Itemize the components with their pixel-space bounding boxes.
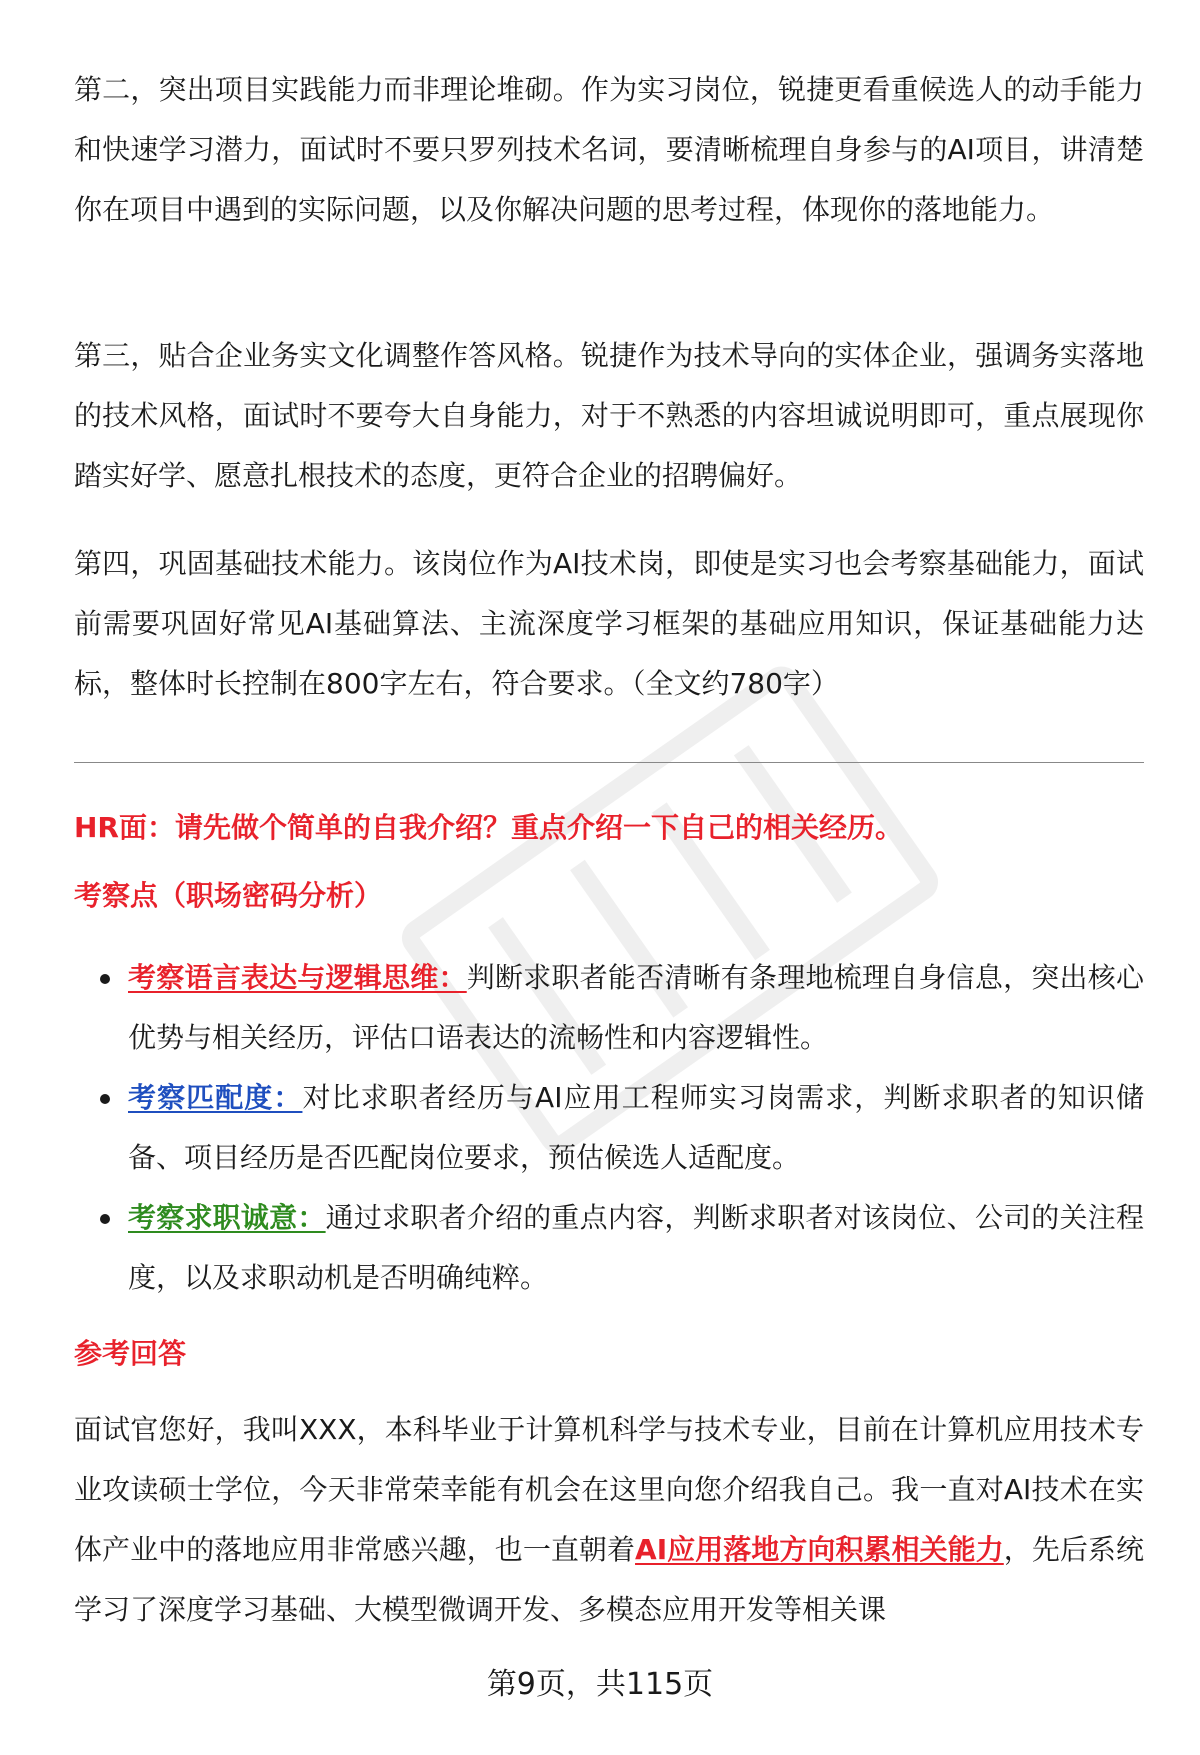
bullet-text: 通过求职者介绍的重点内容，判断求职者对该岗位、公司的关注程度，以及求职动机是否明确纯粹。 <box>128 1201 1144 1294</box>
reference-answer-text <box>74 1400 1144 1640</box>
list-item <box>74 1068 1144 1188</box>
hr-question-heading: HR面：请先做个简单的自我介绍？重点介绍一下自己的相关经历。 <box>74 811 903 844</box>
paragraph-third: 第三，贴合企业务实文化调整作答风格。锐捷作为技术导向的实体企业，强调务实落地的技术风格，面试时不要夸大自身能力，对于不熟悉的内容坦诚说明即可，重点展现你踏实好学、愿意扎根技术的态度，更符合企业的招聘偏好。 <box>74 339 1144 492</box>
answer-text-after: ，先后系统学习了深度学习基础、大模型微调开发、多模态应用开发等相关课 <box>74 1533 1144 1626</box>
section-divider <box>74 762 1144 763</box>
bullet-keyword: 考察求职诚意： <box>128 1201 326 1234</box>
bullet-keyword: 考察匹配度： <box>128 1081 303 1114</box>
bullet-keyword: 考察语言表达与逻辑思维： <box>128 961 467 994</box>
exam-points-heading: 考察点（职场密码分析） <box>74 879 383 912</box>
bullet-dot-icon <box>100 1094 110 1104</box>
answer-highlight: AI应用落地方向积累相关能力 <box>635 1533 1004 1566</box>
bullet-dot-icon <box>100 974 110 984</box>
page-footer: 第9页，共115页 <box>486 1667 714 1702</box>
list-item <box>74 948 1144 1068</box>
reference-answer-heading: 参考回答 <box>74 1337 187 1370</box>
paragraph-fourth: 第四，巩固基础技术能力。该岗位作为AI技术岗，即使是实习也会考察基础能力，面试前需要巩固好常见AI基础算法、主流深度学习框架的基础应用知识，保证基础能力达标，整体时长控制在800字左右，符合要求。（全文约780字） <box>74 547 1144 700</box>
exam-points-list <box>74 948 1144 1308</box>
bullet-text: 判断求职者能否清晰有条理地梳理自身信息，突出核心优势与相关经历，评估口语表达的流畅性和内容逻辑性。 <box>128 961 1144 1054</box>
bullet-dot-icon <box>100 1214 110 1224</box>
paragraph-second: 第二，突出项目实践能力而非理论堆砌。作为实习岗位，锐捷更看重候选人的动手能力和快速学习潜力，面试时不要只罗列技术名词，要清晰梳理自身参与的AI项目，讲清楚你在项目中遇到的实际问题，以及你解决问题的思考过程，体现你的落地能力。 <box>74 73 1144 226</box>
answer-text-before: 面试官您好，我叫XXX，本科毕业于计算机科学与技术专业，目前在计算机应用技术专业攻读硕士学位，今天非常荣幸能有机会在这里向您介绍我自己。我一直对AI技术在实体产业中的落地应用非常感兴趣，也一直朝着 <box>74 1413 1144 1566</box>
list-item <box>74 1188 1144 1308</box>
bullet-text: 对比求职者经历与AI应用工程师实习岗需求，判断求职者的知识储备、项目经历是否匹配岗位要求，预估候选人适配度。 <box>128 1081 1144 1174</box>
